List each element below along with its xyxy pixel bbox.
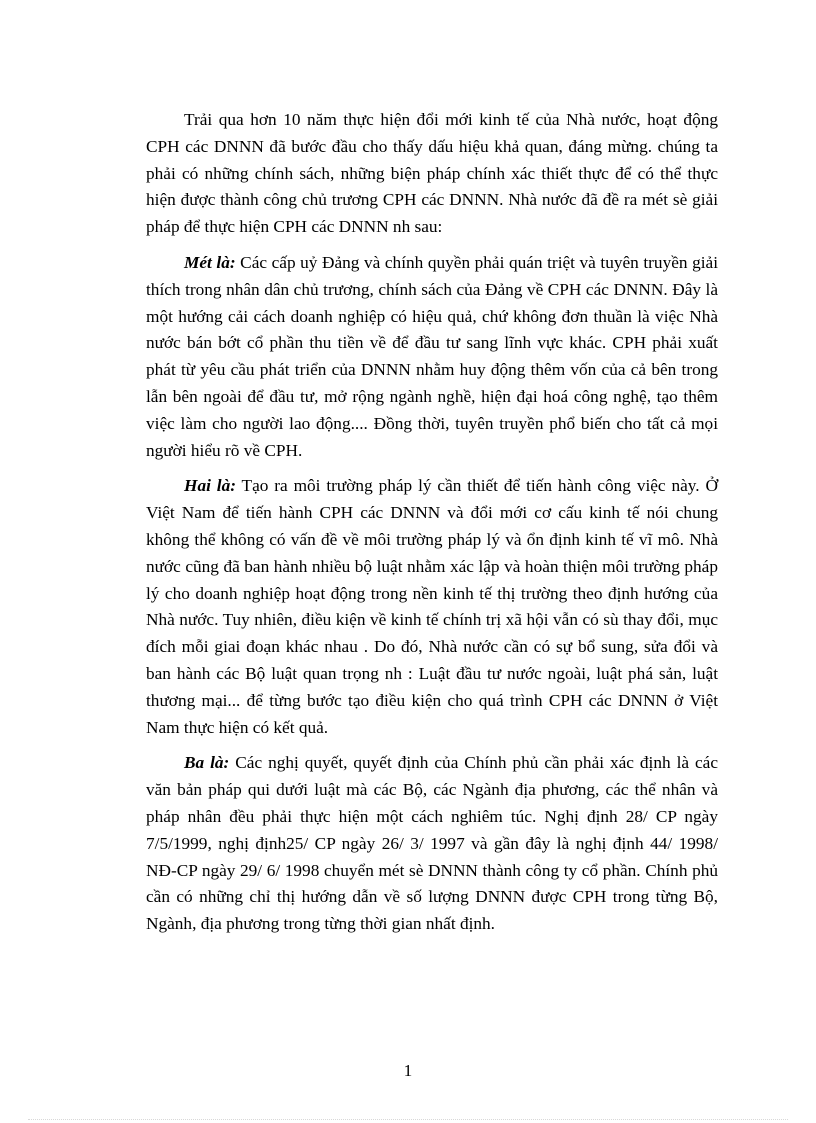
paragraph-ba-la (146, 750, 718, 938)
paragraph-intro (146, 107, 718, 241)
page-number: 1 (403, 1061, 413, 1080)
document-body (146, 107, 718, 938)
paragraph-text: Các nghị quyết, quyết định của Chính phủ cần phải xác định là các văn bản pháp qui dưới luật mà các Bộ, các Ngành địa phương, các thể nhân và pháp nhân đều phải thực hiện một cách nghiêm túc. Nghị định 28/ CP ngày 7/5/1999, nghị định25/ CP ngày 26/ 3/ 1997 và gần đây là nghị định 44/ 1998/ NĐ-CP ngày 29/ 6/ 1998 chuyển mét sè DNNN thành công ty cổ phần. Chính phủ cần có những chỉ thị hướng dẫn về số lượng DNNN được CPH trong từng Bộ, Ngành, địa phương trong từng thời gian nhất định. (146, 753, 718, 934)
footer-divider (28, 1119, 788, 1120)
paragraph-hai-la (146, 473, 718, 741)
paragraph-lead: Ba là: (184, 753, 230, 773)
paragraph-text: Các cấp uỷ Đảng và chính quyền phải quán triệt và tuyên truyền giải thích trong nhân dân chủ trương, chính sách của Đảng về CPH các DNNN. Đây là một hướng cải cách doanh nghiệp có hiệu quả, chứ không đơn thuần là việc Nhà nước bán bớt cổ phần thu tiền về để đầu tư sang lĩnh vực khác. CPH phải xuất phát từ yêu cầu phát triển của DNNN nhằm huy động thêm vốn của cả bên trong lẫn bên ngoài để đầu tư, mở rộng ngành nghề, hiện đại hoá công nghệ, tạo thêm việc làm cho người lao động.... Đồng thời, tuyên truyền phổ biến cho tất cả mọi người hiểu rõ về CPH. (146, 252, 719, 460)
paragraph-lead: Mét là: (184, 252, 236, 272)
paragraph-mot-la (146, 250, 718, 464)
paragraph-text: Trải qua hơn 10 năm thực hiện đổi mới kinh tế của Nhà nước, hoạt động CPH các DNNN đã bước đầu cho thấy dấu hiệu khả quan, đáng mừng. chúng ta phải có những chính sách, những biện pháp chính xác thiết thực để có thể thực hiện được thành công chủ trương CPH các DNNN. Nhà nước đã đề ra mét sè giải pháp để thực hiện CPH các DNNN nh sau: (146, 110, 718, 237)
paragraph-lead: Hai là: (184, 476, 236, 496)
paragraph-text: Tạo ra môi trường pháp lý cần thiết để tiến hành công việc này. Ở Việt Nam để tiến hành CPH các DNNN và đổi mới cơ cấu kinh tế nói chung không thể không có vấn đề về môi trường pháp lý và ổn định kinh tế vĩ mô. Nhà nước cũng đã ban hành nhiều bộ luật nhằm xác lập và hoàn thiện môi trường pháp lý cho doanh nghiệp hoạt động trong nền kinh tế thị trường theo định hướng của Nhà nước. Tuy nhiên, điều kiện về kinh tế chính trị xã hội vẫn có sù thay đổi, mục đích mỗi giai đoạn khác nhau . Do đó, Nhà nước cần có sự bổ sung, sửa đổi và ban hành các Bộ luật quan trọng nh : Luật đầu tư nước ngoài, luật phá sản, luật thương mại... để từng bước tạo điều kiện cho quá trình CPH các DNNN ở Việt Nam thực hiện có kết quả. (146, 476, 718, 737)
